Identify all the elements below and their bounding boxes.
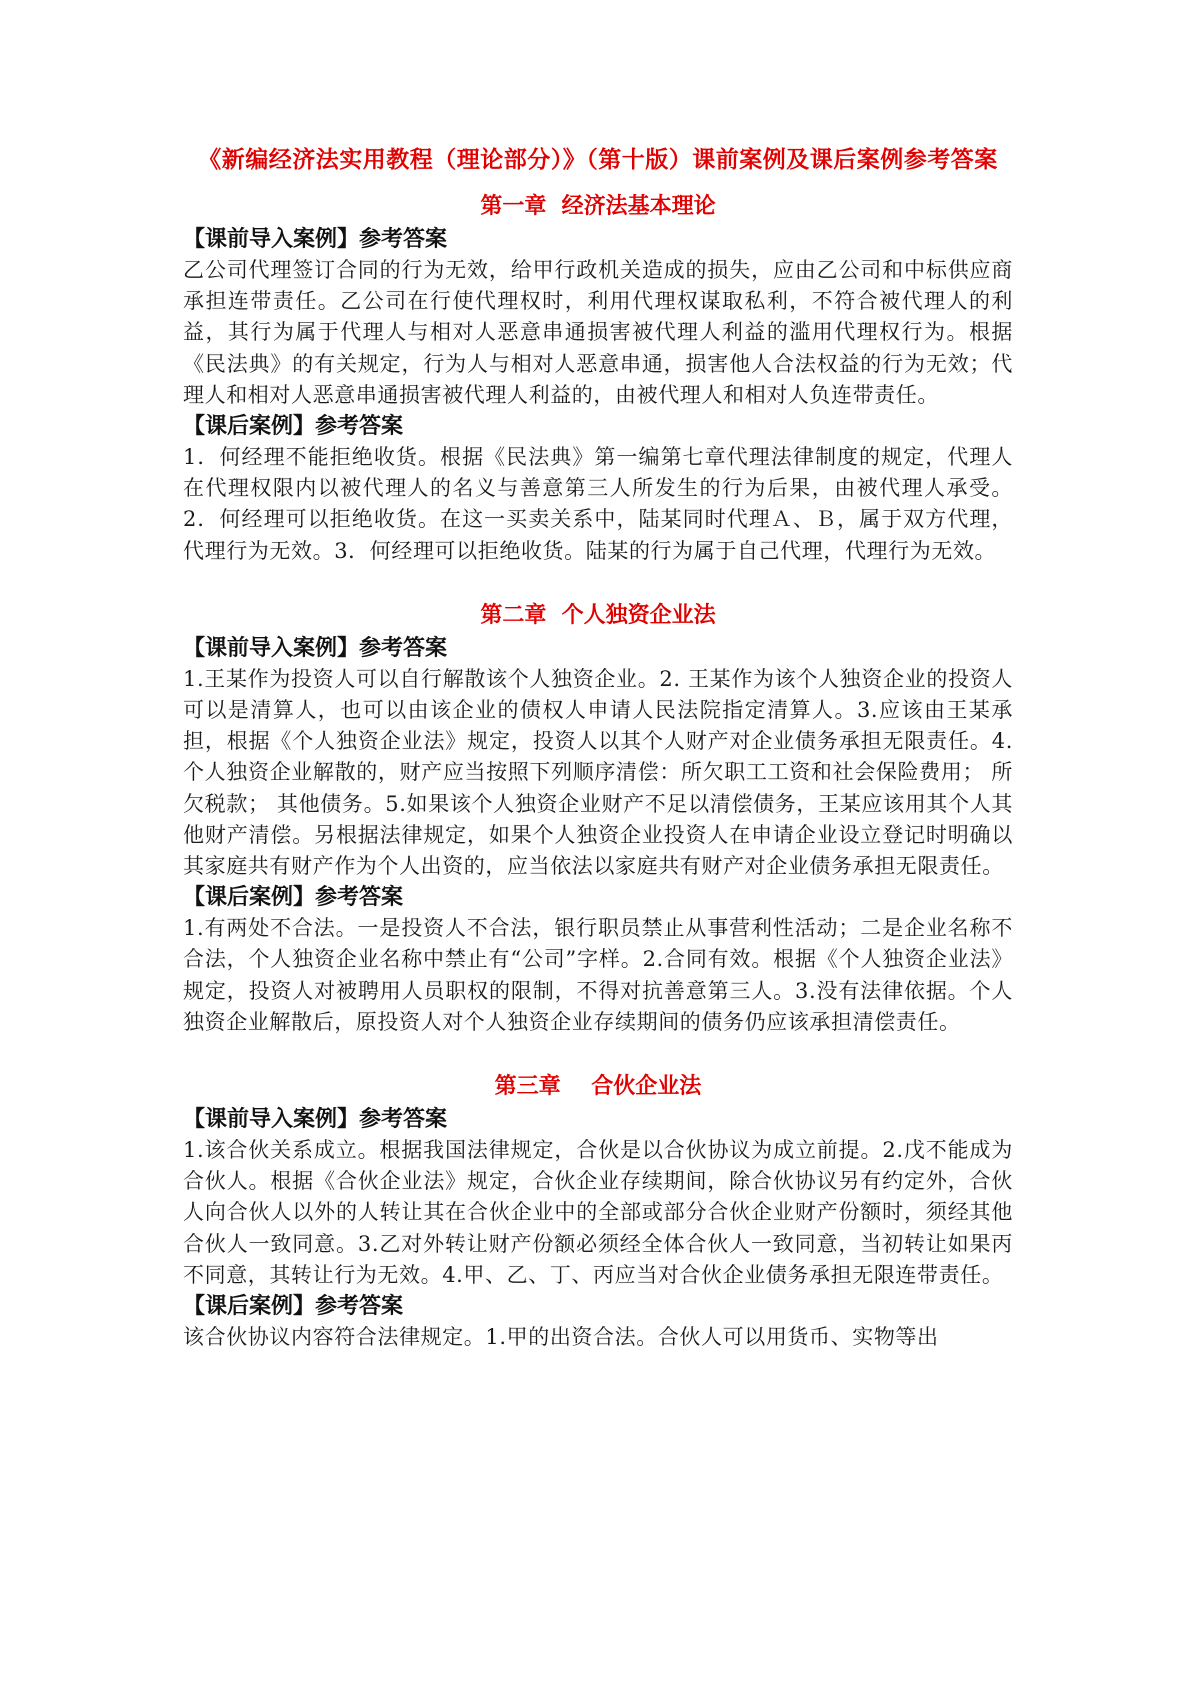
- post-case-heading: 【课后案例】参考答案: [183, 884, 404, 911]
- pre-case-heading: 【课前导入案例】参考答案: [183, 1106, 448, 1133]
- post-case-heading: 【课后案例】参考答案: [183, 413, 404, 440]
- pre-case-answer: 1.该合伙关系成立。根据我国法律规定，合伙是以合伙协议为成立前提。2.戊不能成为合伙人。根据《合伙企业法》规定，合伙企业存续期间，除合伙协议另有约定外，合伙人向合伙人以外的人转让其在合伙企业中的全部或部分合伙企业财产份额时，须经其他合伙人一致同意。3.乙对外转让财产份额必须经全体合伙人一致同意，当初转让如果丙不同意，其转让行为无效。4.甲、乙、丁、丙应当对合伙企业债务承担无限连带责任。: [183, 1138, 1013, 1287]
- chapter-2: [183, 597, 1013, 1038]
- chapter-title: 第三章 合伙企业法: [494, 1073, 702, 1100]
- pre-case-answer: 1.王某作为投资人可以自行解散该个人独资企业。2. 王某作为该个人独资企业的投资人可以是清算人，也可以由该企业的债权人申请人民法院指定清算人。3.应该由王某承担，根据《个人独资企业法》规定，投资人以其个人财产对企业债务承担无限责任。4. 个人独资企业解散的，财产应当按照下列顺序清偿：所欠职工工资和社会保险费用； 所欠税款； 其他债务。5.如果该个人独资企业财产不足以清偿债务，王某应该用其个人其他财产清偿。另根据法律规定，如果个人独资企业投资人在申请企业设立登记时明确以其家庭共有财产作为个人出资的，应当依法以家庭共有财产对企业债务承担无限责任。: [183, 666, 1013, 879]
- chapter-3: [183, 1068, 1013, 1353]
- pre-case-heading: 【课前导入案例】参考答案: [183, 226, 448, 252]
- post-case-answer: 1.有两处不合法。一是投资人不合法，银行职员禁止从事营利性活动；二是企业名称不合法，个人独资企业名称中禁止有“公司”字样。2.合同有效。根据《个人独资企业法》规定，投资人对被聘用人员职权的限制，不得对抗善意第三人。3.没有法律依据。个人独资企业解散后，原投资人对个人独资企业存续期间的债务仍应该承担清偿责任。: [183, 916, 1013, 1034]
- chapter-title: 第二章 个人独资企业法: [480, 601, 716, 628]
- pre-case-heading: 【课前导入案例】参考答案: [183, 634, 448, 661]
- chapter-1: [183, 188, 1013, 567]
- post-case-answer: 1．何经理不能拒绝收货。根据《民法典》第一编第七章代理法律制度的规定，代理人在代理权限内以被代理人的名义与善意第三人所发生的行为后果，由被代理人承受。2．何经理可以拒绝收货。在这一买卖关系中，陆某同时代理Ａ、Ｂ，属于双方代理，代理行为无效。3．何经理可以拒绝收货。陆某的行为属于自己代理，代理行为无效。: [183, 445, 1013, 563]
- document-page: [183, 140, 1013, 1353]
- chapter-title: 第一章 经济法基本理论: [480, 193, 716, 219]
- document-title: 《新编经济法实用教程（理论部分）》（第十版）课前案例及课后案例参考答案: [198, 146, 998, 173]
- post-case-answer: 该合伙协议内容符合法律规定。1.甲的出资合法。合伙人可以用货币、实物等出: [183, 1325, 939, 1350]
- post-case-heading: 【课后案例】参考答案: [183, 1293, 404, 1320]
- pre-case-answer: 乙公司代理签订合同的行为无效，给甲行政机关造成的损失，应由乙公司和中标供应商承担连带责任。乙公司在行使代理权时，利用代理权谋取私利，不符合被代理人的利益，其行为属于代理人与相对人恶意串通损害被代理人利益的滥用代理权行为。根据《民法典》的有关规定，行为人与相对人恶意串通，损害他人合法权益的行为无效；代理人和相对人恶意串通损害被代理人利益的，由被代理人和相对人负连带责任。: [183, 258, 1013, 407]
